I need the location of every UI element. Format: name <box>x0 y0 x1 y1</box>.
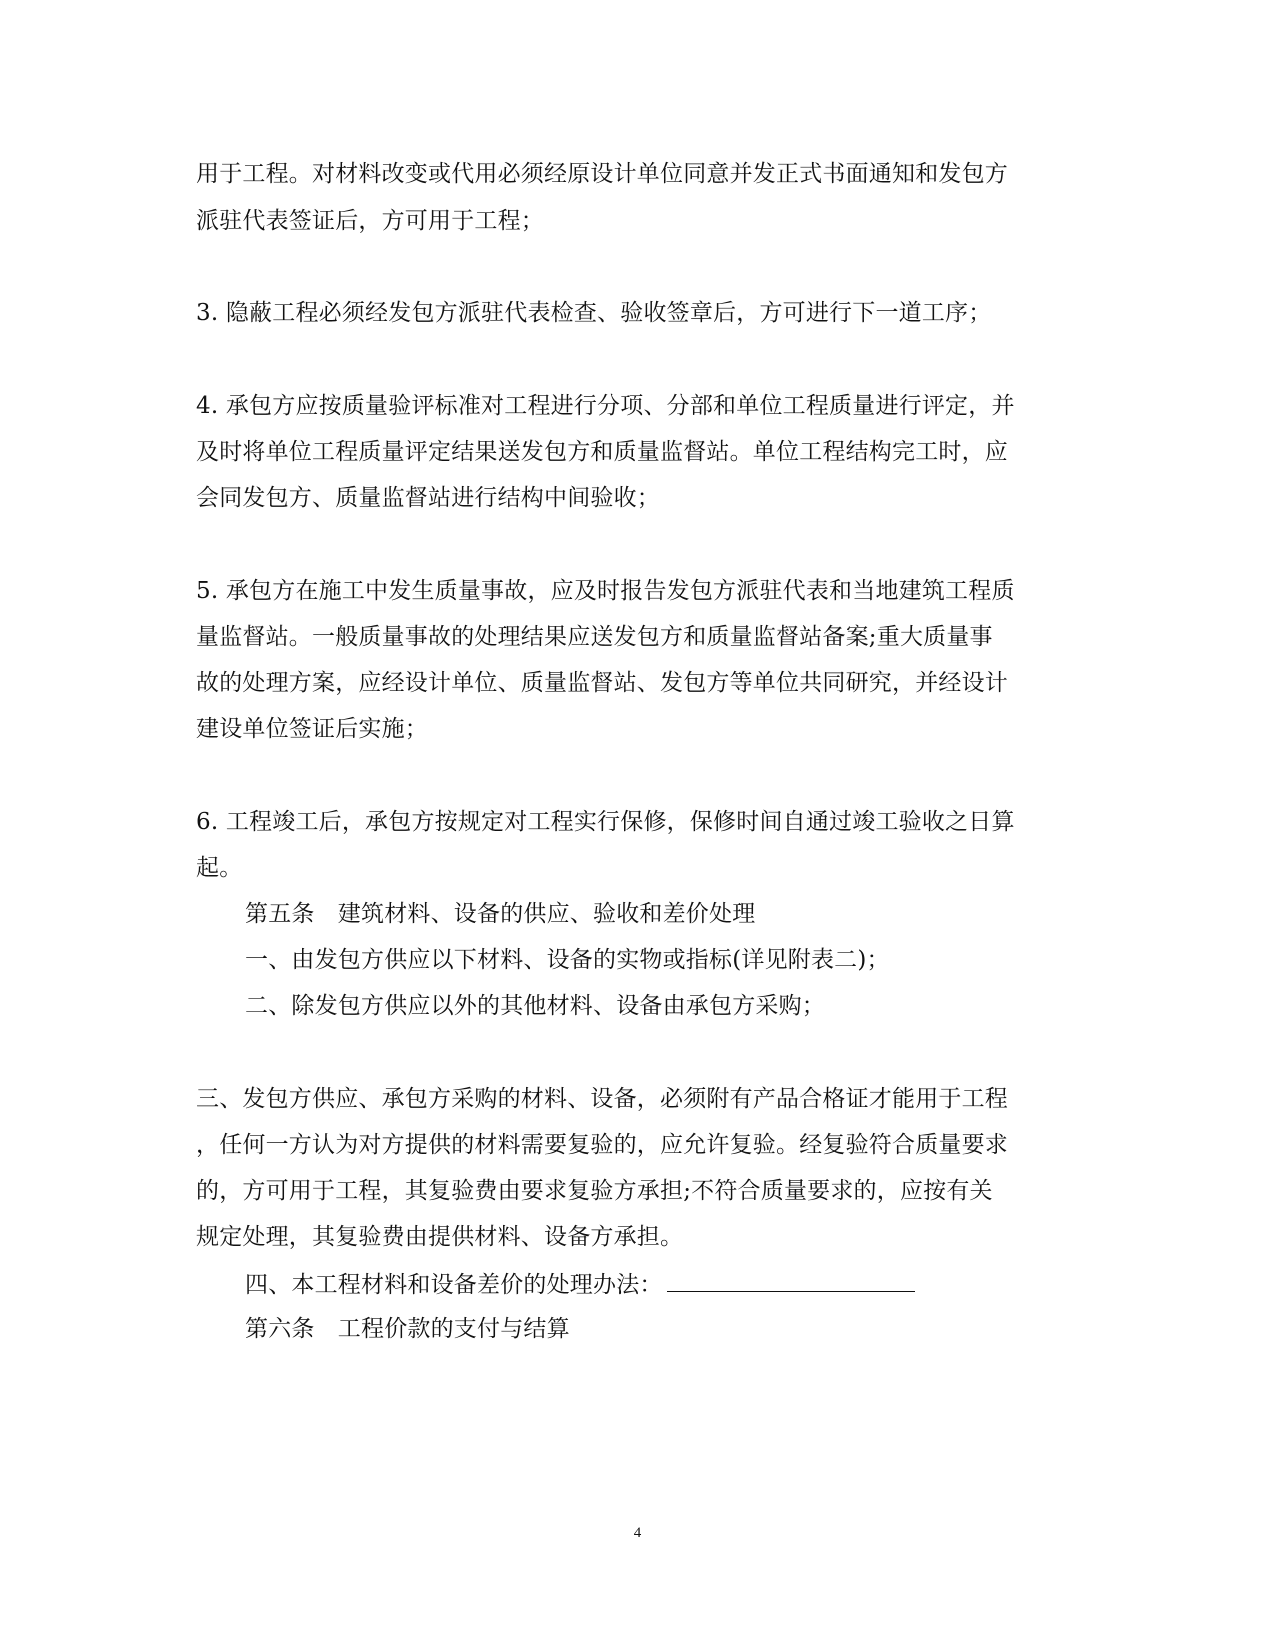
article-5-item-4-text: 四、本工程材料和设备差价的处理办法： <box>245 1272 663 1298</box>
page-number: 4 <box>633 1525 642 1541</box>
article-5-item-4 <box>245 1269 915 1299</box>
article-5-item-3: 三、发包方供应、承包方采购的材料、设备，必须附有产品合格证才能用于工程 <box>196 1086 1008 1112</box>
article-5-item-2: 二、除发包方供应以外的其他材料、设备由承包方采购； <box>245 993 825 1019</box>
article-5-item-3: ，任何一方认为对方提供的材料需要复验的，应允许复验。经复验符合质量要求 <box>196 1132 1008 1158</box>
fill-in-blank[interactable] <box>667 1269 915 1292</box>
paragraph-line: 派驻代表签证后，方可用于工程； <box>196 208 544 234</box>
clause-5-line: 量监督站。一般质量事故的处理结果应送发包方和质量监督站备案;重大质量事 <box>196 624 993 650</box>
clause-5-line: 建设单位签证后实施； <box>196 716 428 742</box>
clause-4-line: 及时将单位工程质量评定结果送发包方和质量监督站。单位工程结构完工时，应 <box>196 439 1008 465</box>
clause-4-line: 4. 承包方应按质量验评标准对工程进行分项、分部和单位工程质量进行评定，并 <box>196 393 1015 419</box>
clause-6-line: 6. 工程竣工后，承包方按规定对工程实行保修，保修时间自通过竣工验收之日算 <box>196 809 1015 835</box>
clause-6-line: 起。 <box>196 855 243 881</box>
article-6-heading: 第六条 工程价款的支付与结算 <box>245 1316 570 1342</box>
clause-5-line: 故的处理方案，应经设计单位、质量监督站、发包方等单位共同研究，并经设计 <box>196 670 1008 696</box>
article-5-heading: 第五条 建筑材料、设备的供应、验收和差价处理 <box>245 901 756 927</box>
paragraph-line: 用于工程。对材料改变或代用必须经原设计单位同意并发正式书面通知和发包方 <box>196 161 1008 187</box>
article-5-item-3: 的，方可用于工程，其复验费由要求复验方承担;不符合质量要求的，应按有关 <box>196 1178 993 1204</box>
clause-3-line: 3. 隐蔽工程必须经发包方派驻代表检查、验收签章后，方可进行下一道工序； <box>196 300 992 326</box>
clause-4-line: 会同发包方、质量监督站进行结构中间验收； <box>196 485 660 511</box>
article-5-item-3: 规定处理，其复验费由提供材料、设备方承担。 <box>196 1224 684 1250</box>
clause-5-line: 5. 承包方在施工中发生质量事故，应及时报告发包方派驻代表和当地建筑工程质 <box>196 578 1015 604</box>
article-5-item-1: 一、由发包方供应以下材料、设备的实物或指标(详见附表二)； <box>245 947 890 973</box>
